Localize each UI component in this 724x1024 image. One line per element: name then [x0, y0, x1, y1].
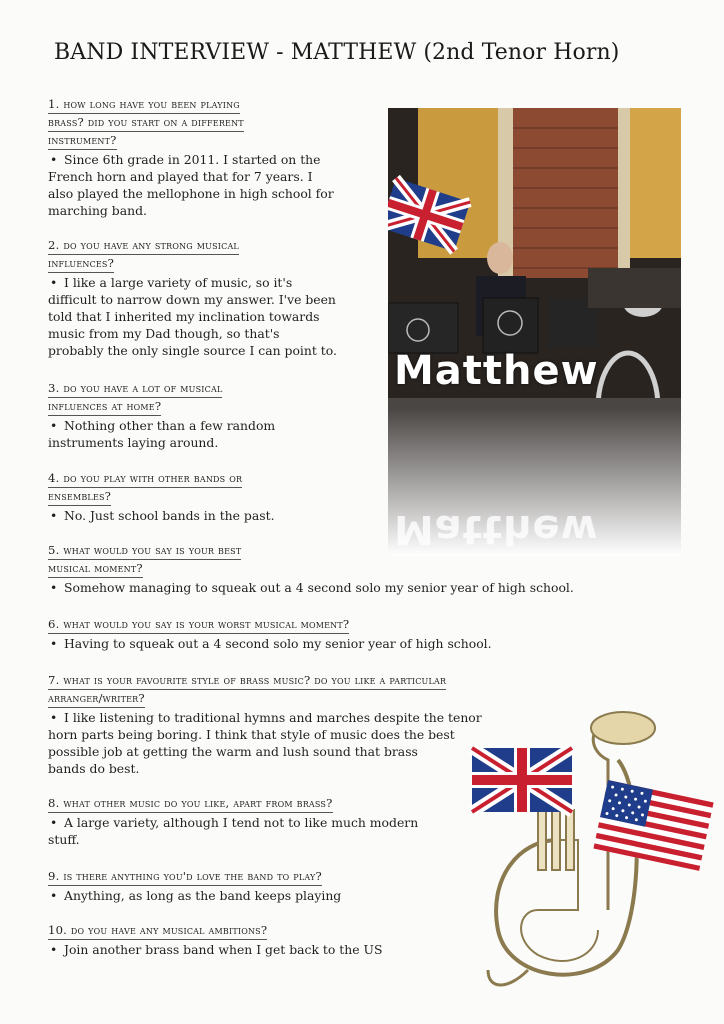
qa-block-1	[48, 96, 334, 219]
question-9	[48, 868, 341, 886]
question-line: 8. what other music do you like, apart from brass?	[48, 795, 333, 813]
question-line: instrument?	[48, 132, 117, 150]
answer-line: difficult to narrow down my answer. I've been	[48, 292, 336, 307]
photo-name-reflection: Matthew	[394, 506, 599, 552]
answer-4	[48, 507, 275, 524]
answer-line: also played the mellophone in high school for	[48, 186, 334, 201]
answer-line: bands do best.	[48, 761, 140, 776]
answer-line: Join another brass band when I get back to the US	[64, 942, 383, 957]
answer-line: possible job at getting the warm and lush sound that brass	[48, 744, 418, 759]
qa-block-8	[48, 795, 418, 848]
qa-block-10	[48, 922, 382, 958]
photo-name-label: Matthew	[394, 348, 599, 394]
answer-line: Having to squeak out a 4 second solo my senior year of high school.	[64, 636, 492, 651]
answer-line: Nothing other than a few random	[64, 418, 276, 433]
qa-block-4	[48, 470, 275, 524]
answer-9	[48, 887, 341, 904]
answer-8	[48, 814, 418, 848]
answer-line: A large variety, although I tend not to like much modern	[64, 815, 419, 830]
answer-line: marching band.	[48, 203, 147, 218]
answer-line: stuff.	[48, 832, 80, 847]
bullet-icon: •	[50, 508, 58, 523]
question-line: 5. what would you say is your best	[48, 542, 241, 560]
question-10	[48, 922, 382, 940]
answer-5	[48, 579, 574, 596]
answer-line: instruments laying around.	[48, 435, 219, 450]
answer-7	[48, 709, 482, 777]
question-line: 6. what would you say is your worst musical moment?	[48, 616, 349, 634]
answer-2	[48, 274, 337, 359]
band-photo	[388, 108, 681, 556]
answer-10	[48, 941, 382, 958]
question-line: 1. how long have you been playing	[48, 96, 240, 114]
question-4	[48, 470, 275, 506]
answer-1	[48, 151, 334, 219]
question-line: arranger/writer?	[48, 690, 145, 708]
question-line: 7. what is your favourite style of brass music? do you like a particular	[48, 672, 446, 690]
question-7	[48, 672, 482, 708]
bullet-icon: •	[50, 275, 58, 290]
answer-line: Since 6th grade in 2011. I started on the	[64, 152, 321, 167]
answer-line: probably the only single source I can point to.	[48, 343, 337, 358]
answer-3	[48, 417, 275, 451]
answer-line: No. Just school bands in the past.	[64, 508, 275, 523]
answer-6	[48, 635, 492, 652]
bullet-icon: •	[50, 418, 58, 433]
qa-block-6	[48, 616, 492, 652]
answer-line: music from my Dad though, so that's	[48, 326, 280, 341]
question-2	[48, 237, 337, 273]
tenor-horn-icon	[468, 710, 724, 1000]
bullet-icon: •	[50, 942, 58, 957]
answer-line: horn parts being boring. I think that style of music does the best	[48, 727, 455, 742]
question-3	[48, 380, 275, 416]
bullet-icon: •	[50, 815, 58, 830]
answer-line: I like listening to traditional hymns and marches despite the tenor	[64, 710, 482, 725]
question-line: ensembles?	[48, 488, 111, 506]
question-line: 2. do you have any strong musical	[48, 237, 239, 255]
qa-block-9	[48, 868, 341, 904]
question-line: musical moment?	[48, 560, 143, 578]
question-1	[48, 96, 334, 150]
qa-block-3	[48, 380, 275, 451]
bullet-icon: •	[50, 888, 58, 903]
answer-line: French horn and played that for 7 years. I	[48, 169, 313, 184]
answer-line: Somehow managing to squeak out a 4 second solo my senior year of high school.	[64, 580, 574, 595]
bullet-icon: •	[50, 710, 58, 725]
answer-line: told that I inherited my inclination towards	[48, 309, 320, 324]
answer-line: I like a large variety of music, so it's	[64, 275, 293, 290]
question-line: 3. do you have a lot of musical	[48, 380, 222, 398]
bullet-icon: •	[50, 580, 58, 595]
question-line: 4. do you play with other bands or	[48, 470, 242, 488]
question-line: brass? did you start on a different	[48, 114, 244, 132]
bullet-icon: •	[50, 636, 58, 651]
page-title: BAND INTERVIEW - MATTHEW (2nd Tenor Horn)	[54, 40, 620, 65]
question-line: influences at home?	[48, 398, 161, 416]
union-flag-icon	[472, 748, 572, 812]
question-line: 10. do you have any musical ambitions?	[48, 922, 267, 940]
us-flag-icon	[593, 780, 713, 871]
question-8	[48, 795, 418, 813]
qa-block-2	[48, 237, 337, 359]
bullet-icon: •	[50, 152, 58, 167]
question-6	[48, 616, 492, 634]
answer-line: Anything, as long as the band keeps playing	[64, 888, 342, 903]
question-line: influences?	[48, 255, 114, 273]
qa-block-7	[48, 672, 482, 777]
band-photo-scene	[388, 108, 681, 556]
question-line: 9. is there anything you'd love the band to play?	[48, 868, 322, 886]
